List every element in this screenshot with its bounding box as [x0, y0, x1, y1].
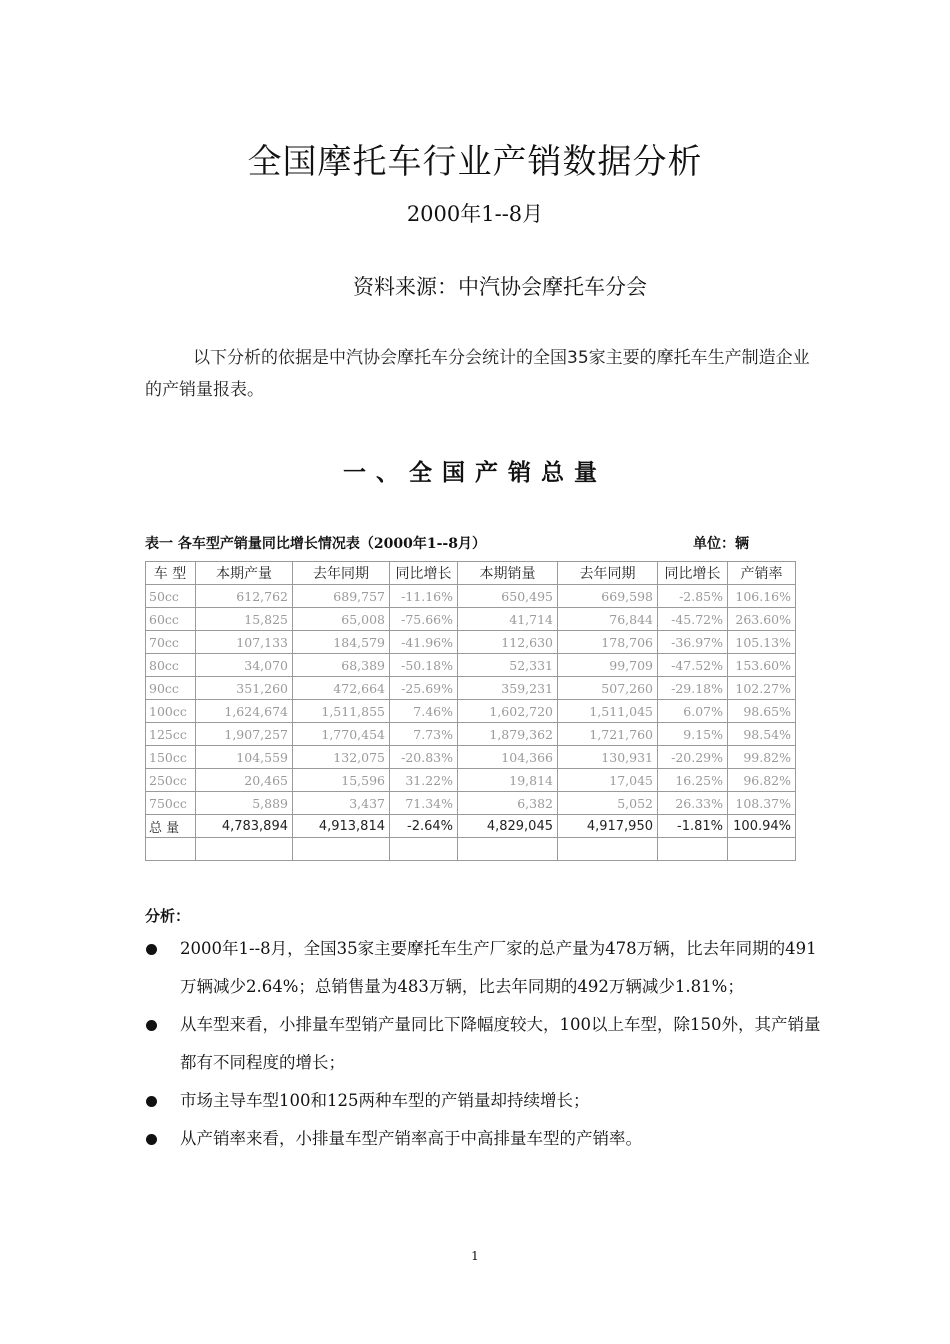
empty-cell: [558, 838, 658, 861]
table-row: [146, 769, 796, 792]
table-row: [146, 792, 796, 815]
table-cell: 99,709: [558, 654, 658, 677]
table-cell: 1,602,720: [458, 700, 558, 723]
total-cell: 4,913,814: [293, 815, 390, 838]
table-header-cell: 同比增长: [658, 562, 728, 585]
empty-cell: [658, 838, 728, 861]
empty-cell: [196, 838, 293, 861]
table-header-cell: 产销率: [728, 562, 796, 585]
analysis-bullet: [145, 930, 825, 1006]
table-header-cell: 本期销量: [458, 562, 558, 585]
table-cell: 98.54%: [728, 723, 796, 746]
table-cell: 650,495: [458, 585, 558, 608]
table-cell: 98.65%: [728, 700, 796, 723]
analysis-bullet-text: 从车型来看，小排量车型销产量同比下降幅度较大，100以上车型，除150外，其产销量都有不同程度的增长；: [180, 1015, 821, 1072]
table-header-cell: 车 型: [146, 562, 196, 585]
page-number: 1: [471, 1249, 479, 1263]
table-empty-row: [146, 838, 796, 861]
analysis-bullet-text: 市场主导车型100和125两种车型的产销量却持续增长；: [180, 1091, 590, 1110]
table-cell: 108.37%: [728, 792, 796, 815]
section-heading: 一、全国产销总量: [343, 460, 607, 486]
table-cell: -20.29%: [658, 746, 728, 769]
table-cell: 41,714: [458, 608, 558, 631]
row-label-cell: 750cc: [146, 792, 196, 815]
table-cell: 15,596: [293, 769, 390, 792]
table-cell: 1,721,760: [558, 723, 658, 746]
table-cell: -75.66%: [390, 608, 458, 631]
total-cell: 4,917,950: [558, 815, 658, 838]
table-cell: 16.25%: [658, 769, 728, 792]
table-cell: 359,231: [458, 677, 558, 700]
table-cell: 107,133: [196, 631, 293, 654]
table-row: [146, 723, 796, 746]
table-cell: 19,814: [458, 769, 558, 792]
table-row: [146, 746, 796, 769]
table-cell: 104,559: [196, 746, 293, 769]
table-cell: 689,757: [293, 585, 390, 608]
table-cell: 184,579: [293, 631, 390, 654]
table-cell: -50.18%: [390, 654, 458, 677]
bullet-dot-icon: [146, 1096, 157, 1107]
intro-paragraph: 以下分析的依据是中汽协会摩托车分会统计的全国35家主要的摩托车生产制造企业的产销量报表。: [145, 348, 810, 400]
total-cell: 4,829,045: [458, 815, 558, 838]
total-cell: -1.81%: [658, 815, 728, 838]
table-cell: 178,706: [558, 631, 658, 654]
table-cell: 7.73%: [390, 723, 458, 746]
table-cell: 112,630: [458, 631, 558, 654]
table-caption-text: 表一 各车型产销量同比增长情况表（2000年1--8月）: [145, 536, 486, 552]
table-row: [146, 585, 796, 608]
table-cell: -36.97%: [658, 631, 728, 654]
table-cell: 3,437: [293, 792, 390, 815]
table-header-row: [146, 562, 796, 585]
table-cell: 130,931: [558, 746, 658, 769]
bullet-dot-icon: [146, 1020, 157, 1031]
analysis-bullet: [145, 1120, 825, 1158]
table-row: [146, 608, 796, 631]
table-cell: 20,465: [196, 769, 293, 792]
total-cell: 4,783,894: [196, 815, 293, 838]
table-cell: -45.72%: [658, 608, 728, 631]
table-cell: 351,260: [196, 677, 293, 700]
row-label-cell: 80cc: [146, 654, 196, 677]
table-header-cell: 去年同期: [293, 562, 390, 585]
table-cell: -20.83%: [390, 746, 458, 769]
document-title: 全国摩托车行业产销数据分析: [247, 142, 703, 182]
table-cell: 7.46%: [390, 700, 458, 723]
table-cell: 5,052: [558, 792, 658, 815]
analysis-list: [145, 930, 825, 1158]
table-cell: 1,879,362: [458, 723, 558, 746]
table-cell: 52,331: [458, 654, 558, 677]
table-cell: -47.52%: [658, 654, 728, 677]
table-cell: -29.18%: [658, 677, 728, 700]
empty-cell: [293, 838, 390, 861]
table-cell: 105.13%: [728, 631, 796, 654]
analysis-bullet-text: 2000年1--8月，全国35家主要摩托车生产厂家的总产量为478万辆，比去年同期的491万辆减少2.64%；总销售量为483万辆，比去年同期的492万辆减少1.81%；: [180, 939, 817, 996]
table-header-cell: 去年同期: [558, 562, 658, 585]
analysis-bullet: [145, 1006, 825, 1082]
row-label-cell: 70cc: [146, 631, 196, 654]
empty-cell: [728, 838, 796, 861]
row-label-cell: 250cc: [146, 769, 196, 792]
table-cell: 263.60%: [728, 608, 796, 631]
table-cell: -25.69%: [390, 677, 458, 700]
table-unit: 单位：辆: [693, 536, 749, 552]
table-cell: 507,260: [558, 677, 658, 700]
empty-cell: [390, 838, 458, 861]
table-cell: 34,070: [196, 654, 293, 677]
sales-table: [145, 561, 796, 861]
table-cell: 31.22%: [390, 769, 458, 792]
table-cell: 6.07%: [658, 700, 728, 723]
analysis-bullet-text: 从产销率来看，小排量车型产销率高于中高排量车型的产销率。: [180, 1129, 642, 1148]
table-cell: 102.27%: [728, 677, 796, 700]
bullet-dot-icon: [146, 944, 157, 955]
table-cell: 1,511,855: [293, 700, 390, 723]
table-row: [146, 700, 796, 723]
table-cell: 26.33%: [658, 792, 728, 815]
table-cell: 153.60%: [728, 654, 796, 677]
table-header-cell: 同比增长: [390, 562, 458, 585]
table-cell: 1,511,045: [558, 700, 658, 723]
table-cell: 1,624,674: [196, 700, 293, 723]
analysis-label: 分析：: [145, 907, 191, 925]
table-cell: 96.82%: [728, 769, 796, 792]
analysis-bullet: [145, 1082, 825, 1120]
data-source: 资料来源：中汽协会摩托车分会: [353, 275, 647, 299]
row-label-cell: 125cc: [146, 723, 196, 746]
table-cell: 65,008: [293, 608, 390, 631]
table-cell: -11.16%: [390, 585, 458, 608]
table-row: [146, 654, 796, 677]
row-label-cell: 60cc: [146, 608, 196, 631]
table-cell: 1,770,454: [293, 723, 390, 746]
table-cell: 6,382: [458, 792, 558, 815]
total-label-cell: 总 量: [146, 815, 196, 838]
table-row: [146, 631, 796, 654]
empty-cell: [146, 838, 196, 861]
table-cell: 9.15%: [658, 723, 728, 746]
table-cell: 76,844: [558, 608, 658, 631]
row-label-cell: 150cc: [146, 746, 196, 769]
total-cell: -2.64%: [390, 815, 458, 838]
table-cell: 1,907,257: [196, 723, 293, 746]
total-cell: 100.94%: [728, 815, 796, 838]
document-date: 2000年1--8月: [406, 202, 544, 226]
bullet-dot-icon: [146, 1134, 157, 1145]
table-cell: 15,825: [196, 608, 293, 631]
table-cell: -41.96%: [390, 631, 458, 654]
table-cell: 472,664: [293, 677, 390, 700]
table-cell: 132,075: [293, 746, 390, 769]
table-cell: 99.82%: [728, 746, 796, 769]
table-row: [146, 677, 796, 700]
table-cell: 71.34%: [390, 792, 458, 815]
table-header-cell: 本期产量: [196, 562, 293, 585]
table-cell: 5,889: [196, 792, 293, 815]
table-total-row: [146, 815, 796, 838]
row-label-cell: 100cc: [146, 700, 196, 723]
table-cell: 106.16%: [728, 585, 796, 608]
empty-cell: [458, 838, 558, 861]
table-cell: 669,598: [558, 585, 658, 608]
table-cell: 104,366: [458, 746, 558, 769]
row-label-cell: 50cc: [146, 585, 196, 608]
table-cell: -2.85%: [658, 585, 728, 608]
table-cell: 68,389: [293, 654, 390, 677]
table-cell: 17,045: [558, 769, 658, 792]
table-caption: [145, 533, 805, 553]
row-label-cell: 90cc: [146, 677, 196, 700]
table-cell: 612,762: [196, 585, 293, 608]
